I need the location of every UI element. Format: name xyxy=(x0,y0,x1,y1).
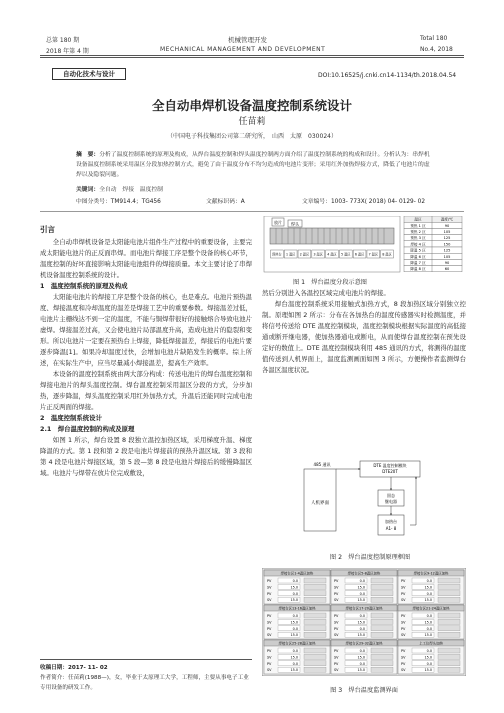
hmi-status-field[interactable] xyxy=(371,591,393,596)
section1-heading: 1 温度控制系统的原理及构成 xyxy=(40,282,128,290)
hmi-panel-title: 焊接台区29-32温区加热 xyxy=(345,641,383,646)
hmi-status-field[interactable] xyxy=(304,667,326,672)
hmi-row-label: SV xyxy=(267,668,272,673)
hmi-row-label: PV xyxy=(334,591,339,596)
hmi-value: 0.0 xyxy=(359,626,365,631)
hmi-value: 15.0 xyxy=(424,633,432,638)
hmi-status-field[interactable] xyxy=(438,597,460,602)
abstract-divider xyxy=(40,211,464,212)
hmi-status-field[interactable] xyxy=(371,584,393,589)
table-cell: 105 xyxy=(443,254,451,259)
hmi-row-label: PV xyxy=(401,661,406,666)
hmi-panel xyxy=(331,605,397,639)
hmi-row-label: SV xyxy=(401,620,406,625)
table-cell: 60 xyxy=(444,267,450,272)
hmi-row-label: PV xyxy=(334,649,339,653)
hmi-panel-title: 焊接台区25-28温区加热 xyxy=(278,641,316,646)
abstract xyxy=(76,150,432,180)
hmi-row-label: PV xyxy=(401,591,406,596)
figure2-diagram xyxy=(300,460,440,540)
heater-line2: A1- 8 xyxy=(385,526,397,531)
left-column xyxy=(40,224,252,479)
table-cell: 预热 1 区 xyxy=(410,223,426,228)
hmi-status-field[interactable] xyxy=(304,578,326,583)
dte-module-line2: DTE20T xyxy=(382,469,398,474)
hmi-row-label: SV xyxy=(334,655,339,660)
hmi-label: 人机界面 xyxy=(311,501,329,506)
hmi-panel-title: 焊接台区1-4温区加热 xyxy=(280,571,314,576)
hmi-row-label: PV xyxy=(401,614,406,618)
hmi-status-field[interactable] xyxy=(304,591,326,596)
hmi-value: 15.0 xyxy=(357,598,365,603)
journal-title-en: MECHANICAL MANAGEMENT AND DEVELOPMENT xyxy=(160,46,326,53)
table-cell: 预热 3 区 xyxy=(410,236,426,241)
hmi-panel xyxy=(398,605,464,639)
right-paragraph2: 焊台温度控制系统采用接触式加热方式，8 段加热区域分别独立控制。原理如图 2 所示：分布在各加热台的温度传感器实时检测温度，并将信号传送给 DTE 温度控制模块，温度控制模块根据实际温度的高低接通或断开继电器，使加热器通电或断电，从而使焊台温度控制在预先设定好的数值上。DTE 温度控制模块利用 485 通讯的方式，将测得的温度值传送到人机界面上，温度监测画面如图 3 所示，方便操作者监测焊台各温区温度状况。 xyxy=(262,300,466,374)
hmi-value: 15.0 xyxy=(357,633,365,638)
hmi-status-field[interactable] xyxy=(438,667,460,672)
right-paragraph1: 然后分别进入各温控区域完成电池片的焊接。 xyxy=(262,289,390,297)
hmi-row-label: PV xyxy=(334,661,339,666)
abstract-text: 分析了温度控制系统的原理及构成，从焊台温度控制和焊头温度控制两方面介绍了温度控制系统的构成和设计。分析认为：串焊机设备温度控制系统采用温区分段加热控制方式，避免了由于温度分布不均匀造成的电池片变形；采用红外加热焊接方式，降低了电池片的虚焊以及隐裂问题。 xyxy=(76,152,430,178)
table-cell: 焊接 4 区 xyxy=(410,242,426,247)
clc-number: 中图分类号：TM914.4；TG456 xyxy=(76,199,161,205)
hmi-status-field[interactable] xyxy=(371,578,393,583)
hmi-status-field[interactable] xyxy=(371,626,393,631)
hmi-value: 0.0 xyxy=(426,661,432,666)
section1-paragraph2: 本设备的温度控制系统由两大部分构成：传送电池片的焊台温度控制和焊接电池片的焊头温度控制。焊台温度控制采用温区分段的方式，分步加热，逐步降温，焊头温度控制采用红外加热方式，升温后还能同时完成电池片正反两面的焊接。 xyxy=(40,370,252,411)
hmi-panel-title: 上工位焊头加热 xyxy=(419,641,443,646)
hmi-status-field[interactable] xyxy=(371,613,393,618)
section21-heading: 2.1 焊台温度控制的构成及原理 xyxy=(40,425,135,433)
footnote xyxy=(40,659,252,693)
hmi-value: 15.0 xyxy=(290,655,298,660)
figure2-caption: 图 2 焊台温度控制原理框图 xyxy=(329,554,411,561)
hmi-status-field[interactable] xyxy=(371,632,393,637)
hmi-value: 15.0 xyxy=(357,620,365,625)
hmi-value: 15.0 xyxy=(424,655,432,660)
table-cell: 105 xyxy=(443,230,451,234)
label-pianpian: 放片 xyxy=(274,220,282,225)
hmi-row-label: PV xyxy=(401,626,406,631)
hmi-row-label: PV xyxy=(267,649,272,653)
hmi-row-label: SV xyxy=(267,655,272,660)
hmi-panel xyxy=(398,640,464,674)
hmi-panel xyxy=(331,640,397,674)
hmi-status-field[interactable] xyxy=(371,619,393,624)
hmi-row-label: SV xyxy=(334,633,339,638)
hmi-status-field[interactable] xyxy=(304,632,326,637)
section2-heading: 2 温度控制系统设计 xyxy=(40,414,102,422)
hmi-value: 0.0 xyxy=(426,626,432,631)
table-cell: 125 xyxy=(443,248,451,253)
hmi-status-field[interactable] xyxy=(438,584,460,589)
hmi-panel xyxy=(264,570,330,604)
hmi-row-label: SV xyxy=(334,598,339,603)
hmi-status-field[interactable] xyxy=(438,591,460,596)
hmi-status-field[interactable] xyxy=(304,597,326,602)
table-header: 温区 xyxy=(414,217,422,222)
table-header: 温度/℃ xyxy=(440,217,454,222)
hmi-value: 0.0 xyxy=(359,649,365,653)
hmi-value: 15.0 xyxy=(424,668,432,673)
hmi-status-field[interactable] xyxy=(304,584,326,589)
table-cell: 预热 2 区 xyxy=(410,230,426,234)
hmi-row-label: SV xyxy=(267,598,272,603)
zone-label: 5 温区 xyxy=(341,252,351,257)
zone-label: 2 温区 xyxy=(299,252,310,257)
section1-paragraph1: 太阳能电池片的焊接工序是整个设备的核心，也是难点。电池片预热温度、焊接温度和冷却温度的温差是焊接工艺中的重要参数。焊接温差过低，电池片主栅线达不到一定的温度，不能与铜焊带很好的接触熔合导致电池片虚焊。焊接温差过高，又会使电池片局部温度升高，造成电池片的隐裂和变形。所以电池片一定要在预热台上焊接，降低焊接温差，焊接后的电池片要逐步降温[1]。如果冷却温度过快，会增加电池片缺陷发生的概率。综上所述，在实际生产中，应当尽量减小焊接温差，提高生产效率。 xyxy=(40,293,252,367)
hmi-value: 0.0 xyxy=(359,614,365,618)
hmi-value: 15.0 xyxy=(424,598,432,603)
hmi-row-label: SV xyxy=(401,655,406,660)
relay-line1: 固态 xyxy=(387,493,395,498)
hmi-value: 0.0 xyxy=(359,591,365,596)
hmi-value: 15.0 xyxy=(424,620,432,625)
issue-number: 2018 年第 4 期 xyxy=(46,48,89,55)
hmi-status-field[interactable] xyxy=(438,613,460,618)
section21-paragraph: 如图 1 所示，焊台设置 8 段独立温控加热区域，采用梯度升温、梯度降温的方式。第 1 段和第 2 段是电池片焊接前的预热升温区域。第 3 段和第 4 段是电池片焊接区域，第 5 段—第 8 段是电池片焊接后的缓慢降温区域。电池片与焊带在放片位完成敷设， xyxy=(40,436,252,477)
hmi-row-label: SV xyxy=(401,633,406,638)
hmi-value: 15.0 xyxy=(290,633,298,638)
hmi-row-label: SV xyxy=(267,620,272,625)
hmi-row-label: PV xyxy=(267,579,272,583)
author-bio: 作者简介：任苗莉(1988—)，女，毕业于太原理工大学，工程师，主要从事电子工业专用设备的研发工作。 xyxy=(40,675,249,691)
zone-label: 8 温区 xyxy=(382,252,392,257)
hmi-panel xyxy=(264,640,330,674)
total-number: Total 180 xyxy=(420,35,448,42)
zone-label: 预热台 xyxy=(272,252,282,257)
hmi-row-label: SV xyxy=(401,598,406,603)
hmi-status-field[interactable] xyxy=(438,578,460,583)
hmi-row-label: PV xyxy=(267,591,272,596)
hmi-status-field[interactable] xyxy=(438,661,460,666)
zone-label: 1 温区 xyxy=(285,252,296,257)
hmi-row-label: SV xyxy=(334,620,339,625)
hmi-row-label: SV xyxy=(334,668,339,673)
comm-label: 485 通讯 xyxy=(313,462,331,467)
hmi-row-label: PV xyxy=(267,614,272,618)
received-date: 收稿日期：2017- 11- 02 xyxy=(40,665,108,671)
hmi-value: 0.0 xyxy=(426,649,432,653)
hmi-panel xyxy=(398,570,464,604)
hmi-value: 0.0 xyxy=(292,614,298,618)
section-tag: 自动化技术与设计 xyxy=(52,68,126,80)
hmi-row-label: SV xyxy=(267,633,272,638)
hmi-row-label: PV xyxy=(401,579,406,583)
hmi-value: 15.0 xyxy=(290,668,298,673)
figure1-diagram xyxy=(262,216,466,274)
intro-heading: 引言 xyxy=(40,225,55,234)
hmi-panel-title: 焊接台区21-24温区加热 xyxy=(412,606,450,611)
table-cell: 降温 8 区 xyxy=(410,267,426,272)
doi: DOI:10.16525/j.cnki.cn14-1134/th.2018.04.54 xyxy=(318,72,457,79)
hmi-status-field[interactable] xyxy=(438,648,460,653)
header-rule-2 xyxy=(40,57,464,58)
hmi-status-field[interactable] xyxy=(304,661,326,666)
hmi-value: 0.0 xyxy=(426,614,432,618)
intro-paragraph: 全自动串焊机设备是太阳能电池片组件生产过程中的重要设备，主要完成太阳能电池片的正反面串焊。而电池片焊接工序是整个设备的核心环节，温度控制的好坏直接影响太阳能电池组件的焊接质量。本文主要讨论了串焊机设备温度控制系统的设计。 xyxy=(40,238,252,279)
hmi-status-field[interactable] xyxy=(371,661,393,666)
table-cell: 降温 7 区 xyxy=(410,261,426,265)
hmi-status-field[interactable] xyxy=(304,619,326,624)
hmi-value: 15.0 xyxy=(290,598,298,603)
header-rule xyxy=(40,55,464,56)
keywords-text: 全自动 焊接 温度控制 xyxy=(99,187,163,193)
keywords xyxy=(76,184,163,193)
relay-line2: 继电器 xyxy=(385,499,397,504)
hmi-panel-title: 焊接台区9-12温区加热 xyxy=(413,571,449,576)
dte-module-line1: DTE 温度控制模块 xyxy=(373,463,407,468)
hmi-panel xyxy=(331,570,397,604)
hmi-row-label: PV xyxy=(267,661,272,666)
hmi-panel xyxy=(264,605,330,639)
hmi-status-field[interactable] xyxy=(438,654,460,659)
author: 任苗莉 xyxy=(238,117,266,127)
hmi-value: 15.0 xyxy=(357,585,365,590)
hmi-panel-title: 焊接台区17-20温区加热 xyxy=(345,606,383,611)
hmi-value: 0.0 xyxy=(359,579,365,583)
hmi-status-field[interactable] xyxy=(304,648,326,653)
table-cell: 90 xyxy=(444,261,450,265)
keywords-label: 关键词： xyxy=(76,187,100,193)
hmi-value: 0.0 xyxy=(292,649,298,653)
table-cell: 125 xyxy=(443,236,451,241)
zone-label: 4 温区 xyxy=(327,252,337,257)
affiliation: （中国电子科技集团公司第二研究所， 山西 太原 030024） xyxy=(167,133,337,140)
zone-label: 7 温区 xyxy=(368,252,379,257)
hmi-value: 15.0 xyxy=(357,655,365,660)
hmi-status-field[interactable] xyxy=(304,654,326,659)
figure3-caption: 图 3 焊台温度监测界面 xyxy=(330,687,398,694)
document-code: 文献标识码：A xyxy=(206,199,245,205)
hmi-value: 0.0 xyxy=(292,626,298,631)
hmi-status-field[interactable] xyxy=(438,619,460,624)
hmi-row-label: PV xyxy=(401,649,406,653)
hmi-row-label: SV xyxy=(401,668,406,673)
hmi-status-field[interactable] xyxy=(438,626,460,631)
table-cell: 降温 5 区 xyxy=(410,248,426,253)
zone-label: 3 温区 xyxy=(313,252,323,257)
hmi-status-field[interactable] xyxy=(371,667,393,672)
hmi-value: 0.0 xyxy=(426,579,432,583)
hmi-value: 15.0 xyxy=(290,620,298,625)
hmi-status-field[interactable] xyxy=(438,632,460,637)
hmi-row-label: SV xyxy=(401,585,406,590)
hmi-status-field[interactable] xyxy=(371,597,393,602)
journal-title-cn: 机械管理开发 xyxy=(228,36,267,44)
hmi-row-label: PV xyxy=(334,626,339,631)
hmi-panel-title: 焊接台区13-16温区加热 xyxy=(278,606,316,611)
issue-no-en: No.4, 2018 xyxy=(420,46,453,53)
article-number: 文章编号：1003- 773X( 2018) 04- 0129- 02 xyxy=(302,199,426,205)
hmi-panel-title: 焊接台区5-8温区加热 xyxy=(347,571,381,576)
hmi-value: 0.0 xyxy=(292,591,298,596)
table-cell: 90 xyxy=(444,223,450,228)
hmi-value: 0.0 xyxy=(292,661,298,666)
hmi-row-label: PV xyxy=(334,579,339,583)
hmi-status-field[interactable] xyxy=(304,626,326,631)
hmi-value: 0.0 xyxy=(426,591,432,596)
issue-total: 总第 180 期 xyxy=(46,37,80,44)
hmi-status-field[interactable] xyxy=(371,654,393,659)
hmi-value: 15.0 xyxy=(290,585,298,590)
hmi-value: 0.0 xyxy=(292,579,298,583)
figure1-caption: 图 1 焊台温度分段示意图 xyxy=(293,279,367,286)
right-column xyxy=(262,288,466,376)
table-cell: 降温 6 区 xyxy=(410,254,426,259)
hmi-status-field[interactable] xyxy=(304,613,326,618)
heater-line1: 加热台 xyxy=(385,519,397,524)
hmi-value: 15.0 xyxy=(357,668,365,673)
hmi-row-label: SV xyxy=(267,585,272,590)
label-hantou: 焊头 xyxy=(291,221,299,227)
paper-title: 全自动串焊机设备温度控制系统设计 xyxy=(151,98,352,113)
hmi-status-field[interactable] xyxy=(371,648,393,653)
hmi-row-label: SV xyxy=(334,585,339,590)
hmi-value: 0.0 xyxy=(359,661,365,666)
abstract-label: 摘 要： xyxy=(76,152,100,158)
zone-label: 6 温区 xyxy=(354,252,365,257)
figure3-hmi-screen xyxy=(262,568,466,676)
table-cell: 150 xyxy=(443,242,451,247)
hmi-row-label: PV xyxy=(334,614,339,618)
hmi-value: 15.0 xyxy=(424,585,432,590)
hmi-row-label: PV xyxy=(267,626,272,631)
